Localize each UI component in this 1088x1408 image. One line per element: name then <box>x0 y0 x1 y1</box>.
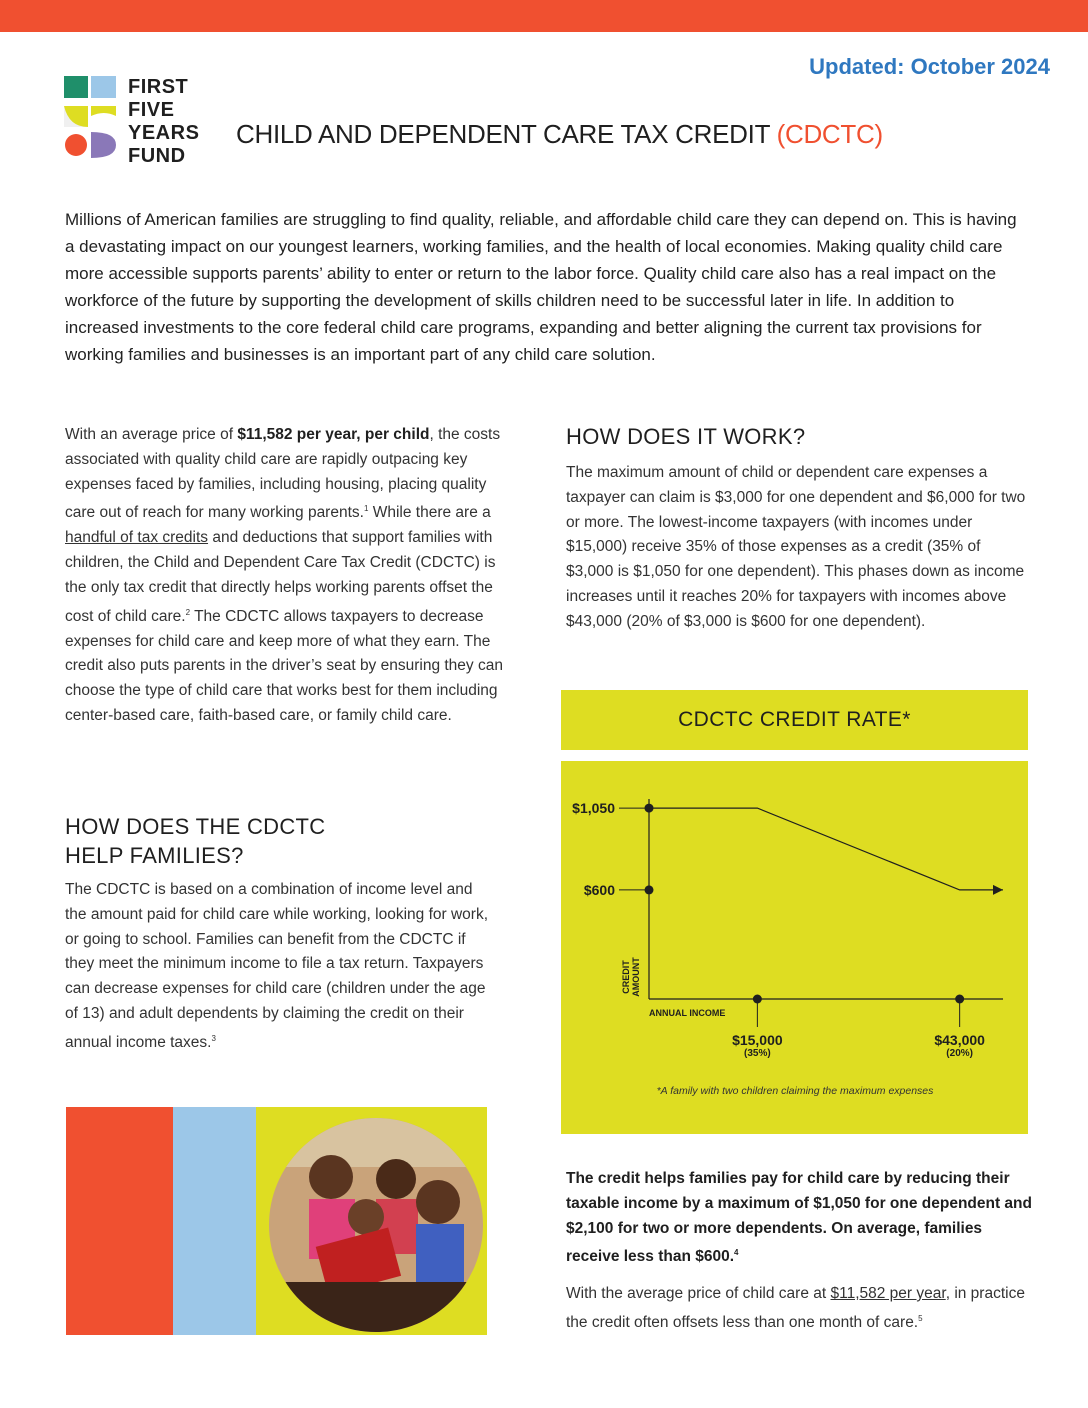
intro-paragraph: Millions of American families are struggling to find quality, reliable, and affordable child care they can depend on. This is having a devastating impact on our youngest learners, working families, and the health of local economies. Making quality child care more accessible supports parents’ ability to enter or return to the labor force. Quality child care also has a real impact on the workforce of the future by supporting the development of skills children need to be successful later in life. In addition to increased investments to the core federal child care programs, expanding and better aligning the current tax provisions for working families and businesses is an important part of any child care solution. <box>65 210 1017 364</box>
first-five-years-fund-logo <box>64 76 204 167</box>
x-tick-point <box>753 995 762 1004</box>
credit-rate-chart <box>561 761 1028 1134</box>
section-heading-help-families: HOW DOES THE CDCTC HELP FAMILIES? <box>65 814 326 868</box>
offset-section <box>566 1282 1036 1336</box>
tax-credits-link[interactable]: handful of tax credits <box>65 529 209 547</box>
cost-paragraph: With an average price of $11,582 per year, per child, the costs associated with quality child care are rapidly outpacing key expenses faced by families, including housing, placing quality care out of reach for many working parents.$^1$ While there are a handful of tax credits and deductions that support families with children, the Child and Dependent Care Tax Credit (CDCTC) is the only tax credit that directly helps working parents offset the cost of child care.$^2$ The CDCTC allows taxpayers to decrease expenses for child care and keep more of what they earn. The credit also puts parents in the driver’s seat by ensuring they can choose the type of child care that works best for them including center-based care, faith-based care, or family child care. <box>65 426 503 725</box>
left-column <box>65 423 505 729</box>
help-families-section <box>65 878 495 1056</box>
x-tick-sublabel: (20%) <box>946 1048 973 1059</box>
top-color-bar <box>0 0 1088 32</box>
children-reading-photo <box>66 1107 487 1335</box>
how-it-works-paragraph: The maximum amount of child or dependent care expenses a taxpayer can claim is $3,000 for one dependent and $6,000 for two or more. The lowest-income taxpayers (with incomes under $15,000) receive 35% of those expenses as a credit (35% of $3,000 is $1,050 for one dependent). This phases down as income increases until it reaches 20% for taxpayers with incomes above $43,000 (20% of $3,000 is $600 for one dependent). <box>566 464 1026 630</box>
updated-date: Updated: October 2024 <box>809 54 1050 79</box>
page-title: CHILD AND DEPENDENT CARE TAX CREDIT (CDCTC) <box>236 119 883 150</box>
logo-text: FIRST FIVE YEARS FUND <box>128 76 200 167</box>
series-line <box>649 808 1003 890</box>
chart-title-banner <box>561 690 1028 750</box>
x-tick-sublabel: (35%) <box>744 1048 771 1059</box>
x-tick-label: $15,000 <box>732 1032 783 1048</box>
logo-mark-icon <box>64 76 124 158</box>
x-axis-label: ANNUAL INCOME <box>649 1008 726 1018</box>
y-tick-label: $1,050 <box>572 800 615 817</box>
chart-footnote: *A family with two children claiming the maximum expenses <box>656 1085 934 1097</box>
section-heading-how-it-works: HOW DOES IT WORK? <box>566 424 806 449</box>
help-families-paragraph: The CDCTC is based on a combination of income level and the amount paid for child care while working, looking for work, or going to school. Families can benefit from the CDCTC if they meet the minimum income to file a tax return. Taxpayers can decrease expenses for child care (children under the age of 13) and adult dependents by claiming the credit on their annual income taxes.$^3$ <box>65 881 489 1051</box>
credit-summary-bold: The credit helps families pay for child care by reducing their taxable income by a maximum of $1,050 for one dependent and $2,100 for two or more dependents. On average, families receive less than $600.$^4$ <box>566 1170 1032 1266</box>
x-tick-point <box>955 995 964 1004</box>
offset-paragraph: With the average price of child care at $11,582 per year, in practice the credit often offsets less than one month of care.$^5$ <box>566 1285 1025 1331</box>
x-tick-label: $43,000 <box>934 1032 985 1048</box>
y-axis-label: CREDITAMOUNT <box>621 957 641 997</box>
y-tick-point <box>645 885 654 894</box>
chart-svg <box>561 761 1028 1134</box>
series-arrowhead <box>993 885 1003 895</box>
title-acronym: (CDCTC) <box>776 119 883 150</box>
how-it-works-section <box>566 461 1031 635</box>
price-link[interactable]: $11,582 per year <box>830 1285 946 1302</box>
chart-title: CDCTC CREDIT RATE* <box>678 708 911 731</box>
y-tick-label: $600 <box>583 881 615 898</box>
